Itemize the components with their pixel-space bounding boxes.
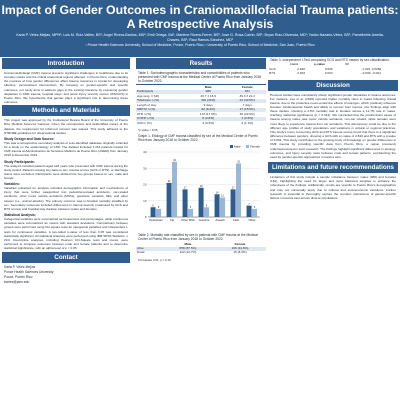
table-cell: Age (avg. ± SD) <box>137 93 159 98</box>
legend-swatch <box>230 145 233 148</box>
ttest-table <box>268 63 398 76</box>
x-tick-label: Gunshot <box>198 217 210 222</box>
table-cell: -1.415, 0.0258 <box>361 66 382 71</box>
etiology-chart-svg <box>138 143 264 231</box>
contact-email[interactable]: kvelez@psm.edu <box>4 280 30 285</box>
x-tick-label: Assault <box>215 217 225 222</box>
figure1-caption: Graph 1. Etiology of CMF trauma classified by sex at the Medical Center of Puerto Rico from January 2018 to October 2022. <box>138 133 258 142</box>
bar-value-label: 7 <box>248 202 250 206</box>
contact-institution: Ponce Health Sciences University <box>4 270 54 275</box>
table-cell: 2 (1.1%) <box>241 120 254 125</box>
limitations-heading: Limitations and future recommendations <box>268 162 398 173</box>
table-cell: 2.840 <box>297 66 306 71</box>
demographics-table <box>136 84 266 125</box>
bar-female <box>236 163 241 217</box>
table-cell: 15 (8.3%) <box>233 250 247 255</box>
y-tick-label: 10 <box>143 198 147 203</box>
bar-value-label: 34 <box>173 158 176 162</box>
bar-female <box>156 209 161 217</box>
legend-label: Male <box>234 144 241 149</box>
legend-label: Female <box>250 144 261 149</box>
bar-value-label: 5 <box>253 205 256 209</box>
x-tick-label: Car <box>169 217 175 222</box>
bar-value-label: 6 <box>205 204 208 208</box>
mortality-table <box>136 242 266 255</box>
bar-value-label: 12 <box>221 194 224 198</box>
table-header-cell: Male <box>204 84 212 89</box>
table-cell: Alive <box>136 247 162 251</box>
study-design-title: Study Design and Data Source: <box>4 136 55 141</box>
contact-location: Ponce, Puerto Rico <box>4 275 33 280</box>
x-tick-label: Other MVA <box>181 217 195 222</box>
column-left <box>2 58 130 400</box>
author-list: Karla P. Vélez-Mejias, MPH¹; Luis M. Ruiz-Vallés, BS¹; Angel Rivera-Barrios, MD²; Emil Ortega, BA¹; Marlene Rivera-Ferrer, BS¹; Jose G. Rosa-Calvin, BS¹; Bryan Ruiz-Olivencia, MD¹; Yanko Nazario-Vélez, BS¹; Pamelinelle Amelia-Chaves, BS¹; Raul Ramos-Sánchez, MD² <box>16 33 384 42</box>
table-header-cell: Female <box>234 241 246 246</box>
table-cell: 9 days <box>203 102 213 107</box>
table-cell: COPD n (%) <box>136 117 188 121</box>
contact-heading: Contact <box>2 252 130 263</box>
methods-intro: This project was approved by the Institutional Review Board of the University of Puerto Rico Medical Sciences Campus. Given the retrospective and deidentified nature of the dataset, the requirement for informed consent was waived. This study adhered to the STROBE guidelines for observational studies. <box>4 118 128 135</box>
table-cell: 122 (12.7%) <box>179 250 197 255</box>
table-header-cell: p-value <box>314 62 325 67</box>
table-cell: RTS <box>269 71 276 76</box>
bar-value-label: 21 <box>167 179 171 183</box>
bar-female <box>252 209 257 217</box>
table-cell: 1 (0.5%) <box>228 117 266 121</box>
table-row <box>136 251 266 255</box>
table-cell: Participants <box>136 90 188 94</box>
introduction-heading: Introduction <box>2 58 130 69</box>
poster-columns <box>0 58 400 400</box>
participants-title: Study Participants: <box>4 159 35 164</box>
table2-caption: Table 2. Mortality rate classified by sex in patients with CMF trauma at the Medical Center of Puerto Rico from January 2018 to October 2022. <box>138 232 258 242</box>
bar-male <box>247 206 252 217</box>
bar-male <box>151 207 156 217</box>
bar-value-label: 33 <box>237 160 240 164</box>
table-cell: 166 (91.6%) <box>214 247 266 251</box>
stats-text: Categorical variables were summarized as frequencies and percentages, while continuous variables were summarized as means with standard deviations. Comparisons between groups were performed using Chi-square tests for categorical variables and independent t-tests for continuous variables. A two-tailed p-value of less than 0.05 was considered statistically significant. All statistical analyses were performed using IBM SPSS Statistics, v 29.0. Descriptive analyses, including Pearson Chi-Square tests and t-tests, were performed to compare outcomes between male and female patients and to determine statistical significance, with an alpha level of p < 0.05. <box>4 217 128 251</box>
participants-text: The analysis included patients aged ≥18 years who presented with CMF trauma during the study period. Patients missing key data on sex, trauma scores (GCS or RTS), or discharge status were excluded. Participants were divided into two groups based on sex: male and female. <box>4 163 128 180</box>
bar-value-label: 17 <box>183 186 187 190</box>
table-row <box>268 72 398 76</box>
x-tick-label: Pedestrian <box>149 217 163 222</box>
table-cell: ATR n (%) <box>137 111 152 116</box>
table-header-cell: CI <box>345 62 349 67</box>
y-tick-label: 30 <box>143 166 147 171</box>
table-cell: GCS <box>269 66 276 71</box>
discussion-heading: Discussion <box>268 80 398 91</box>
bar-male <box>215 194 220 217</box>
bar-male <box>167 183 172 217</box>
variables-text: Variables extracted for analysis included demographic information and mechanisms of injury that were further categorized into pedestrian-related accidents, car-related accidents, other motor vehicle accidents (MVAs), gunshots, assaults, falls, and other causes (i.e., animal attacks). The primary outcome was in-hospital mortality stratified by sex. Secondary outcomes included differences in trauma severity (measured by GCS and RTS scores) and hospital stay duration between males and females. <box>4 186 128 211</box>
table-cell: Length of stay <box>137 102 157 107</box>
legend-swatch <box>246 145 249 148</box>
table-cell: 27 (15.6%) <box>228 108 266 112</box>
table-cell: 980 <box>188 90 229 94</box>
table-cell: 82 (8.4%) <box>188 108 229 112</box>
y-tick-label: 20 <box>143 182 147 187</box>
limitations-text: Limitations of this study include a sample imbalance between males (980) and females (181), highlighting the need for larger and more balanced samples to enhance the robustness of the findings. Additionally, results are specific to Puerto Rico's demographics and may not universally apply due to cultural and socioeconomic variations. Further research is essential to thoroughly explore the complex interactions of gender-specific factors in trauma care across diverse populations. <box>270 175 396 200</box>
table-cell: 7 days <box>242 102 252 107</box>
bar-female <box>220 194 225 217</box>
table-cell: 8 (0.8%) <box>188 117 229 121</box>
table-cell: -0.039, -0.004 <box>361 71 381 76</box>
table-row <box>136 121 266 125</box>
contact-name: Karla P. Vélez-Mejías <box>4 265 36 270</box>
table-header-cell: Female <box>241 84 253 89</box>
table-cell: 0.005 <box>324 66 333 71</box>
table1-caption: Table 1. Sociodemographic characteristics and comorbidities of patients who presented with CMF trauma at the Medical Center of Puerto Rico from January 2018 to October 2022. <box>138 71 262 84</box>
table-header-cell: Male <box>184 241 192 246</box>
table-cell: 2.833 <box>297 71 306 76</box>
table-cell: CKD n (%) <box>137 120 152 125</box>
column-middle <box>136 58 266 400</box>
table-cell: SBHT2 n (%) <box>136 108 188 112</box>
bar-male <box>231 189 236 217</box>
table-cell: 181 <box>228 90 266 94</box>
x-tick-label: Falls <box>233 217 239 222</box>
bar-value-label: 5 <box>157 205 160 209</box>
study-design-text: This was a retrospective secondary analysis of a de-identified database originally collected for a study on the epidemiology of CMF. The dataset included 1,161 patients treated for CMF trauma at Administración de Servicios Médicos de Puerto Rico (ASEM) from January 2015 to December 2019. <box>4 140 128 158</box>
bar-female <box>204 207 209 217</box>
table-cell: Dead <box>137 250 145 255</box>
bar-male <box>199 188 204 217</box>
introduction-text: Craniomaxillofacial (CMF) trauma presents significant challenges in healthcare due to its complex nature and the critical anatomical regions affected. In Puerto Rico, understanding the nuances of how gender differences affect trauma outcomes is crucial for developing effective, personalized interventions. By focusing on gender-specific and specific outcomes, our study aims to address gaps in the existing literature by examining gender disparities in CMF trauma, hospital stays, and acute injury severity scores (ISS/GCS) in Puerto Rico. We hypothesize that gender plays a significant role in determining these outcomes. <box>4 71 128 105</box>
results-heading: Results <box>136 58 266 69</box>
bar-value-label: 5 <box>189 205 192 209</box>
bar-value-label: 17 <box>231 186 235 190</box>
poster-subtitle: A Retrospective Analysis <box>126 17 274 31</box>
column-right <box>268 58 398 400</box>
bar-value-label: 18 <box>199 184 203 188</box>
table3-caption: Table 3. Independent t-Test comparing GCS and RTS means by sex classification. <box>270 58 390 62</box>
stats-title: Statistical Analysis: <box>4 213 36 218</box>
y-tick-label: 40 <box>143 149 147 154</box>
table2-note: Chi-square 2.01, p = 0.10 <box>138 257 171 262</box>
affiliations: ¹ Ponce Health Sciences University, School of Medicine, Ponce, Puerto Rico; ² University of Puerto Rico, School of Medicine, San Juan, Puerto Rico <box>85 43 315 48</box>
y-tick-label: 0 <box>144 214 147 219</box>
table-cell: 172 (17.6%) <box>199 111 217 116</box>
poster-title: Impact of Gender Outcomes in Craniomaxillofacial Trauma patients: <box>1 3 399 17</box>
table-cell: 858 (87.5%) <box>162 247 214 251</box>
x-tick-label: Other <box>248 217 256 222</box>
bar-male <box>183 189 188 217</box>
table-cell: *Medicare n (%) <box>136 99 188 103</box>
variables-title: Variables: <box>4 182 21 187</box>
table-cell: 39.3 ± 21.2 <box>239 93 255 98</box>
bar-female <box>188 209 193 217</box>
etiology-chart <box>138 143 264 231</box>
table-cell: 402 (41%) <box>188 99 229 103</box>
bar-value-label: 6 <box>152 204 154 208</box>
bar-female <box>172 162 177 217</box>
table-cell: 40.7 ± 18.9 <box>200 93 216 98</box>
discussion-text: Previous studies have consistently shown significant gender disparities in trauma outcomes. For instance, Lee et al. (2020) reported higher mortality rates in males following cranial trauma, due to the protective neuro-endocrine effects of estrogen, which positively influence females' cardiovascular health and ability to recover from trauma. Our findings align with these studies, showing a 4.5% mortality rate in females versus a 12.7% rate in males, reaching statistical significance (p = 0.012). We concluded that the predominant cause of trauma among males was motor vehicle accidents, non-car related, while females were more likely to experience trauma from car accidents. This discrepancy could be due to the different age profiles of study populations and variations in cultural or regional practices. This study's focus concerning GCS and RTS trauma scores found that there is a significant difference between genders, showing a GCS with a t-value of 2.840 and RTS with a p-value of 0.004. This study contributes to the growing body of knowledge on gender differences in CMF trauma by providing specific data from Puerto Rico, a region previously underrepresented in such research. The findings highlight significant differences in etiology, outcomes, and injury severity rates between male and female patients, emphasizing the need for gender-specific approaches in trauma care. <box>270 92 396 159</box>
methods-heading: Methods and Materials <box>2 105 130 116</box>
table1-note: *p-value < 0.05 <box>138 127 158 132</box>
bar-value-label: 14 <box>215 191 219 195</box>
table-cell: 61 (40.5%) <box>228 99 266 103</box>
table-header-cell: t-test <box>290 62 298 67</box>
table-cell: 46 (22.9%) <box>239 111 255 116</box>
table-cell: 3 (0.3%) <box>202 120 215 125</box>
table-cell: 0.004 <box>324 71 333 76</box>
poster-header <box>0 0 400 57</box>
